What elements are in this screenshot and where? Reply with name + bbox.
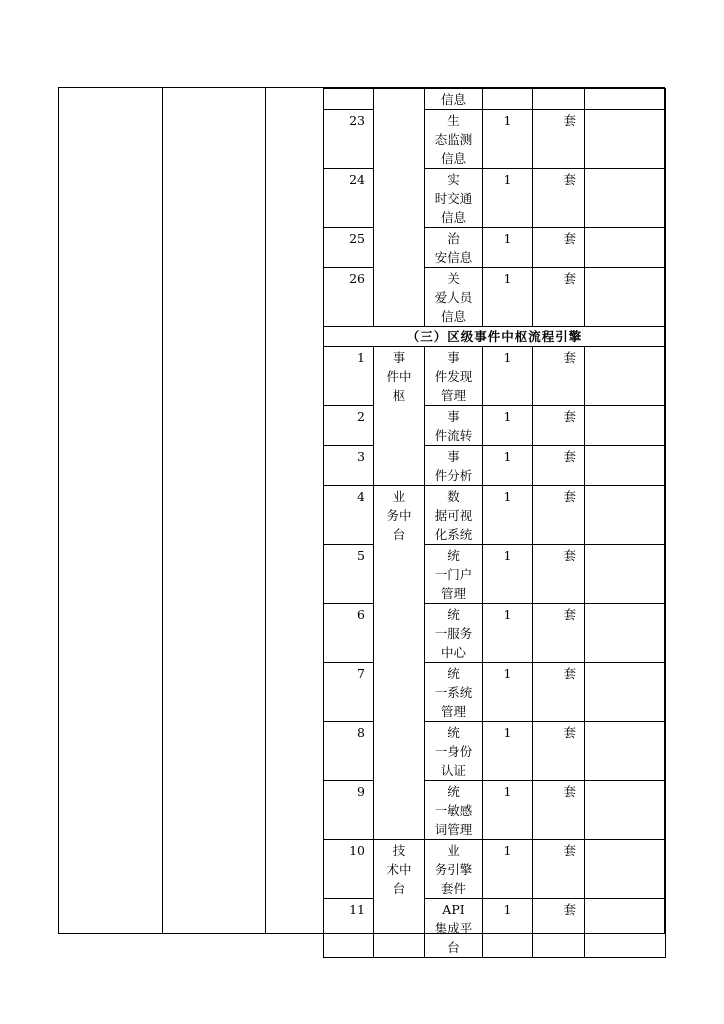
item-name-line: 务引擎	[434, 862, 473, 877]
item-name-line: API	[442, 902, 465, 917]
item-name-line: 治	[447, 231, 460, 246]
item-category-line: 台	[392, 527, 406, 542]
item-quantity: 1	[483, 347, 533, 406]
item-quantity: 1	[483, 722, 533, 781]
item-quantity: 1	[483, 486, 533, 545]
item-name	[425, 228, 483, 268]
item-name	[425, 899, 483, 958]
item-quantity: 1	[483, 899, 533, 958]
item-number: 8	[324, 722, 374, 781]
item-unit: 套	[533, 406, 585, 446]
column-divider	[162, 88, 163, 933]
item-name-line: 爱人员	[434, 290, 473, 305]
item-category	[374, 347, 425, 486]
item-name-line: 安信息	[434, 250, 473, 265]
item-category-line: 台	[392, 881, 406, 896]
item-unit: 套	[533, 446, 585, 486]
item-name-line: 实	[447, 172, 460, 187]
item-quantity: 1	[483, 110, 533, 169]
item-remark	[585, 545, 666, 604]
item-name	[425, 110, 483, 169]
column-divider	[265, 88, 266, 933]
table-row	[324, 840, 666, 899]
item-number: 2	[324, 406, 374, 446]
item-number: 4	[324, 486, 374, 545]
item-name-line: 统	[447, 548, 460, 563]
item-quantity: 1	[483, 446, 533, 486]
item-category-line: 事	[392, 350, 406, 365]
item-quantity: 1	[483, 228, 533, 268]
item-name-line: 统	[447, 784, 460, 799]
item-remark	[585, 268, 666, 327]
item-name	[425, 722, 483, 781]
item-remark	[585, 228, 666, 268]
item-remark	[585, 840, 666, 899]
procurement-table	[58, 87, 665, 955]
item-remark	[585, 89, 666, 110]
item-name	[425, 268, 483, 327]
item-name-line: 事	[447, 350, 460, 365]
item-remark	[585, 406, 666, 446]
item-unit: 套	[533, 899, 585, 958]
item-name-line: 化系统	[434, 527, 473, 542]
item-name-line: 件发现	[434, 369, 473, 384]
item-unit: 套	[533, 781, 585, 840]
item-name	[425, 663, 483, 722]
item-name-line: 件分析	[434, 468, 473, 483]
item-remark	[585, 486, 666, 545]
item-unit: 套	[533, 604, 585, 663]
item-category-line: 术中	[386, 862, 412, 877]
item-name-line: 态监测	[434, 132, 473, 147]
item-number: 24	[324, 169, 374, 228]
item-name	[425, 89, 483, 110]
item-number: 26	[324, 268, 374, 327]
item-name-line: 信息	[440, 92, 466, 107]
item-list-table-container	[323, 88, 665, 955]
item-quantity: 1	[483, 840, 533, 899]
item-name-line: 一系统	[434, 685, 473, 700]
item-name-line: 台	[447, 940, 460, 955]
item-category-line: 业	[392, 489, 406, 504]
item-name	[425, 486, 483, 545]
item-name-line: 一身份	[434, 744, 473, 759]
item-name-line: 管理	[440, 704, 466, 719]
item-name-line: 业	[447, 843, 460, 858]
item-name-line: 套件	[440, 881, 466, 896]
item-remark	[585, 663, 666, 722]
item-remark	[585, 110, 666, 169]
item-name	[425, 446, 483, 486]
item-name-line: 信息	[440, 151, 466, 166]
item-unit: 套	[533, 347, 585, 406]
item-remark	[585, 446, 666, 486]
item-unit	[533, 89, 585, 110]
item-number: 10	[324, 840, 374, 899]
item-number: 3	[324, 446, 374, 486]
item-unit: 套	[533, 228, 585, 268]
item-remark	[585, 604, 666, 663]
table-row	[324, 89, 666, 110]
item-remark	[585, 347, 666, 406]
item-name-line: 信息	[440, 210, 466, 225]
item-quantity: 1	[483, 545, 533, 604]
item-unit: 套	[533, 486, 585, 545]
item-name	[425, 781, 483, 840]
item-remark	[585, 899, 666, 958]
item-number: 11	[324, 899, 374, 958]
item-name-line: 统	[447, 607, 460, 622]
section-header-row	[324, 327, 666, 347]
item-remark	[585, 722, 666, 781]
item-unit: 套	[533, 840, 585, 899]
item-unit: 套	[533, 722, 585, 781]
item-name-line: 管理	[440, 388, 466, 403]
item-name-line: 一门户	[434, 567, 473, 582]
item-quantity: 1	[483, 781, 533, 840]
item-name-line: 关	[447, 271, 460, 286]
item-remark	[585, 169, 666, 228]
item-name-line: 据可视	[434, 508, 473, 523]
item-category-line: 务中	[386, 508, 412, 523]
item-name-line: 词管理	[434, 822, 473, 837]
item-category-line: 件中	[386, 369, 412, 384]
item-category	[374, 840, 425, 958]
table-row	[324, 486, 666, 545]
item-name-line: 中心	[440, 645, 466, 660]
item-unit: 套	[533, 169, 585, 228]
item-name-line: 件流转	[434, 428, 473, 443]
item-quantity: 1	[483, 169, 533, 228]
item-number: 7	[324, 663, 374, 722]
section-header: （三）区级事件中枢流程引擎	[324, 327, 666, 347]
item-unit: 套	[533, 268, 585, 327]
item-unit: 套	[533, 110, 585, 169]
item-number: 23	[324, 110, 374, 169]
item-name-line: 认证	[440, 763, 466, 778]
item-name	[425, 169, 483, 228]
item-quantity: 1	[483, 663, 533, 722]
item-name-line: 管理	[440, 586, 466, 601]
item-number: 1	[324, 347, 374, 406]
item-remark	[585, 781, 666, 840]
item-unit: 套	[533, 545, 585, 604]
item-quantity: 1	[483, 406, 533, 446]
item-name	[425, 545, 483, 604]
item-category	[374, 486, 425, 840]
item-number: 6	[324, 604, 374, 663]
item-name-line: 事	[447, 409, 460, 424]
item-list-table	[323, 88, 666, 958]
item-category-line: 枢	[392, 388, 406, 403]
item-name-line: 集成平	[434, 921, 473, 936]
table-row	[324, 347, 666, 406]
item-number: 5	[324, 545, 374, 604]
item-name-line: 一服务	[434, 626, 473, 641]
item-name	[425, 347, 483, 406]
item-quantity: 1	[483, 604, 533, 663]
item-name	[425, 406, 483, 446]
item-number	[324, 89, 374, 110]
item-name	[425, 840, 483, 899]
item-name-line: 一敏感	[434, 803, 473, 818]
item-name-line: 生	[447, 113, 460, 128]
item-name-line: 统	[447, 666, 460, 681]
item-name	[425, 604, 483, 663]
item-category-line: 技	[392, 843, 406, 858]
item-name-line: 时交通	[434, 191, 473, 206]
item-number: 25	[324, 228, 374, 268]
item-name-line: 信息	[440, 309, 466, 324]
item-name-line: 事	[447, 449, 460, 464]
item-quantity	[483, 89, 533, 110]
item-unit: 套	[533, 663, 585, 722]
item-quantity: 1	[483, 268, 533, 327]
item-number: 9	[324, 781, 374, 840]
item-name-line: 统	[447, 725, 460, 740]
item-name-line: 数	[447, 489, 460, 504]
item-category	[374, 89, 425, 327]
